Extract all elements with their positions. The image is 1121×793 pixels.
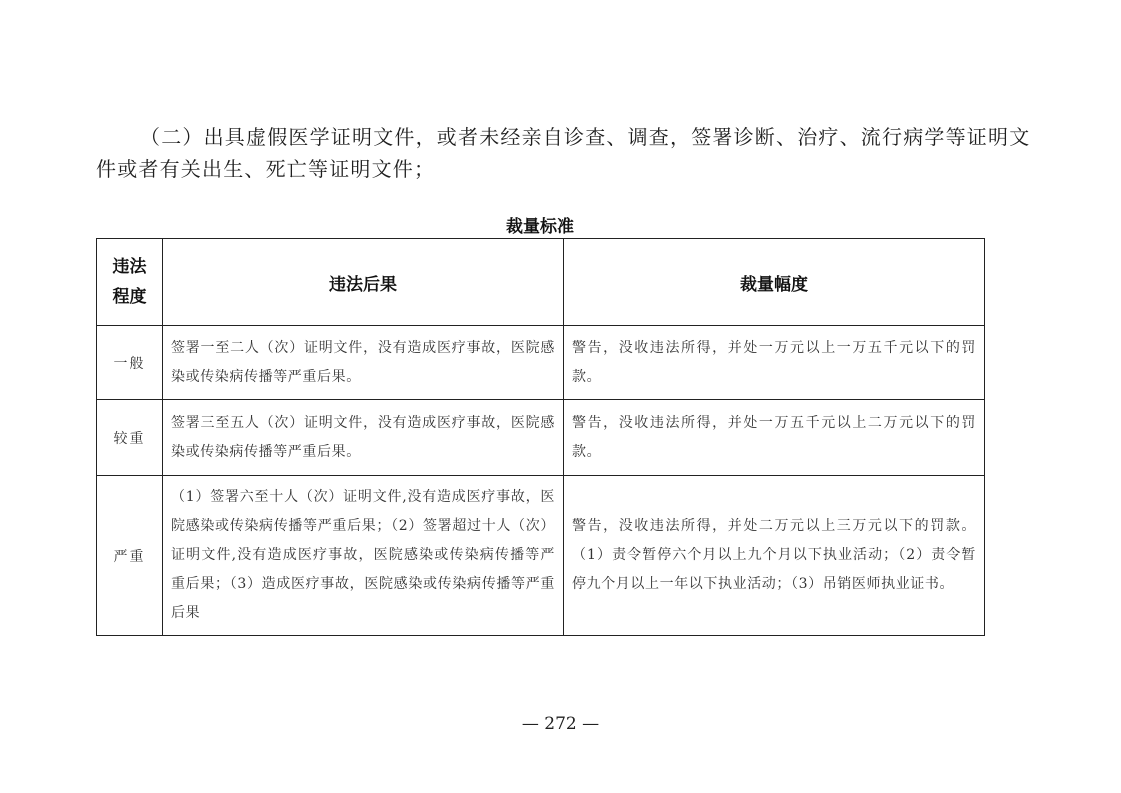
header-degree-line2: 程度 xyxy=(112,287,147,307)
header-discretion-range: 裁量幅度 xyxy=(564,239,985,326)
table-row xyxy=(97,400,985,476)
row-range: 警告，没收违法所得，并处二万元以上三万元以下的罚款。（1）责令暂停六个月以上九个月以下执业活动；（2）责令暂停九个月以上一年以下执业活动；（3）吊销医师执业证书。 xyxy=(564,476,985,636)
row-consequence: 签署三至五人（次）证明文件，没有造成医疗事故，医院感染或传染病传播等严重后果。 xyxy=(163,400,564,476)
row-consequence: （1）签署六至十人（次）证明文件,没有造成医疗事故，医院感染或传染病传播等严重后果；（2）签署超过十人（次）证明文件,没有造成医疗事故，医院感染或传染病传播等严重后果；（3）造成医疗事故，医院感染或传染病传播等严重后果 xyxy=(163,476,564,636)
page-number: — 272 — xyxy=(521,714,600,734)
header-violation-degree xyxy=(97,239,163,326)
row-level: 一般 xyxy=(97,326,163,400)
intro-paragraph: （二）出具虚假医学证明文件，或者未经亲自诊查、调查，签署诊断、治疗、流行病学等证明文件或者有关出生、死亡等证明文件； xyxy=(96,125,1031,181)
table-title: 裁量标准 xyxy=(506,217,574,237)
header-degree-line1: 违法 xyxy=(112,257,147,277)
table-header-row xyxy=(97,239,985,326)
table-row xyxy=(97,326,985,400)
row-consequence: 签署一至二人（次）证明文件，没有造成医疗事故，医院感染或传染病传播等严重后果。 xyxy=(163,326,564,400)
row-level: 较重 xyxy=(97,400,163,476)
row-range: 警告，没收违法所得，并处一万五千元以上二万元以下的罚款。 xyxy=(564,400,985,476)
row-range: 警告，没收违法所得，并处一万元以上一万五千元以下的罚款。 xyxy=(564,326,985,400)
row-level: 严重 xyxy=(97,476,163,636)
discretion-standard-table xyxy=(96,238,985,636)
header-violation-consequence: 违法后果 xyxy=(163,239,564,326)
table-row xyxy=(97,476,985,636)
